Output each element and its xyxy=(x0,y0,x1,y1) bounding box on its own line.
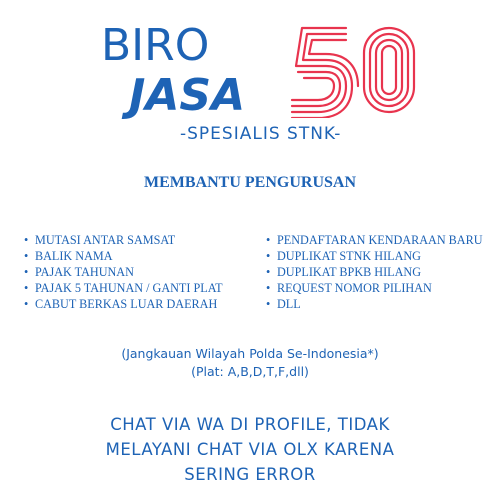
service-label: DUPLIKAT BPKB HILANG xyxy=(277,265,421,279)
logo-text-jasa: JASA xyxy=(129,70,246,121)
bullet-icon: • xyxy=(266,297,271,311)
contact-notice xyxy=(0,412,500,487)
list-item xyxy=(24,264,223,280)
bullet-icon: • xyxy=(24,297,29,311)
list-item xyxy=(266,248,483,264)
coverage-line-plates: (Plat: A,B,D,T,F,dll) xyxy=(191,364,309,379)
service-label: MUTASI ANTAR SAMSAT xyxy=(35,233,176,247)
services-heading: MEMBANTU PENGURUSAN xyxy=(144,174,356,191)
services-list-left xyxy=(24,232,223,312)
bullet-icon: • xyxy=(24,233,29,247)
bullet-icon: • xyxy=(24,281,29,295)
service-label: PENDAFTARAN KENDARAAN BARU xyxy=(277,233,483,247)
service-label: DUPLIKAT STNK HILANG xyxy=(277,249,421,263)
contact-notice-line: SERING ERROR xyxy=(184,465,316,484)
list-item xyxy=(24,280,223,296)
list-item xyxy=(266,296,483,312)
list-item xyxy=(24,232,223,248)
service-label: REQUEST NOMOR PILIHAN xyxy=(277,281,432,295)
coverage-line-region: (Jangkauan Wilayah Polda Se-Indonesia*) xyxy=(121,346,379,361)
bullet-icon: • xyxy=(24,265,29,279)
bullet-icon: • xyxy=(266,233,271,247)
services-list-right xyxy=(266,232,483,312)
bullet-icon: • xyxy=(266,265,271,279)
bullet-icon: • xyxy=(266,281,271,295)
service-label: CABUT BERKAS LUAR DAERAH xyxy=(35,297,218,311)
list-item xyxy=(24,296,223,312)
service-label: DLL xyxy=(277,297,301,311)
logo-number-50 xyxy=(288,22,418,118)
service-label: BALIK NAMA xyxy=(35,249,113,263)
service-label: PAJAK 5 TAHUNAN / GANTI PLAT xyxy=(35,281,223,295)
list-item xyxy=(266,232,483,248)
logo-tagline: -SPESIALIS STNK- xyxy=(180,124,342,144)
coverage-note xyxy=(0,345,500,381)
service-label: PAJAK TAHUNAN xyxy=(35,265,134,279)
logo-text-biro: BIRO xyxy=(101,20,210,71)
list-item xyxy=(266,280,483,296)
bullet-icon: • xyxy=(266,249,271,263)
contact-notice-line: MELAYANI CHAT VIA OLX KARENA xyxy=(105,440,395,459)
contact-notice-line: CHAT VIA WA DI PROFILE, TIDAK xyxy=(110,415,390,434)
bullet-icon: • xyxy=(24,249,29,263)
list-item xyxy=(24,248,223,264)
list-item xyxy=(266,264,483,280)
